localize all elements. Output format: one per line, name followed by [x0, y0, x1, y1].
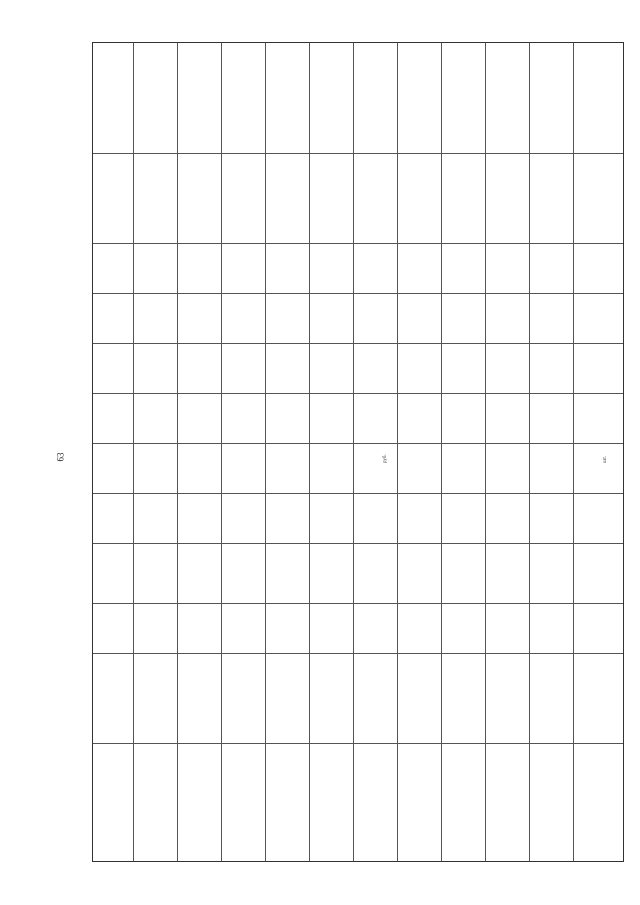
- unit-pieces: шт.: [603, 456, 608, 463]
- unit-rub: руб.: [383, 454, 388, 463]
- budget-table: [92, 42, 624, 862]
- page-number: 63: [55, 452, 66, 462]
